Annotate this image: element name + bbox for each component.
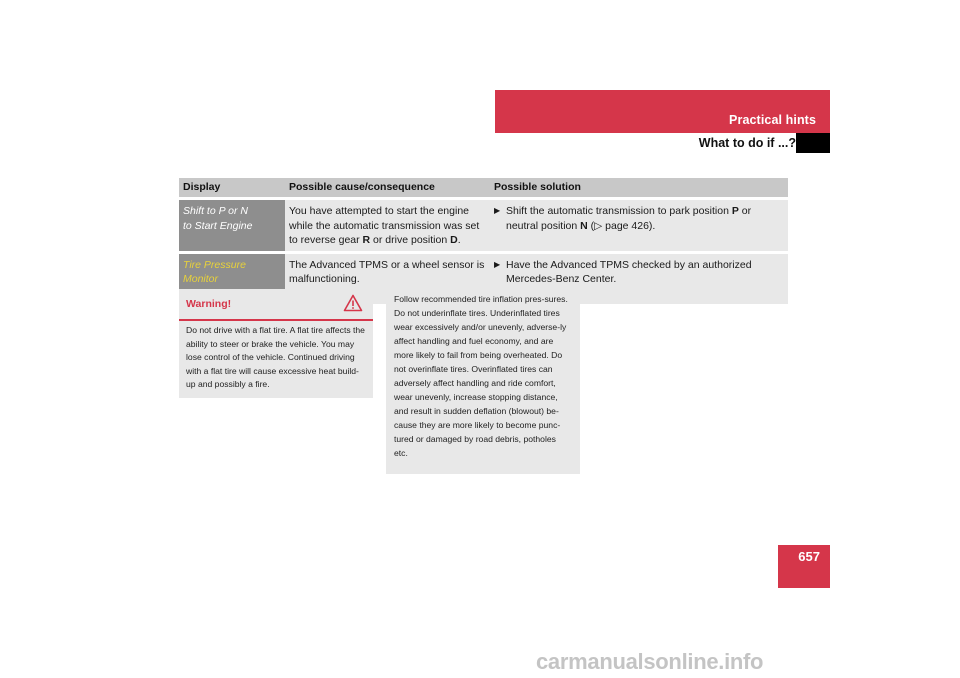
page-number-box <box>778 545 830 588</box>
solution-cell <box>490 199 788 253</box>
column-header-display: Display <box>179 178 285 199</box>
note-text: Follow recommended tire inflation pres-sures. Do not underinflate tires. Underinflated tires wear excessively and/or unevenly, adverse-ly affect handling and fuel economy, and are more likely to fail from being overheated. Do not overinflate tires. Overinflated tires can adversely affect handling and ride comfort, wear unevenly, increase stopping distance, and result in sudden deflation (blowout) be-cause they are more likely to become punc-tured or damaged by road debris, potholes etc. <box>394 294 568 458</box>
table-row <box>179 199 788 253</box>
bullet-arrow-icon: ▶ <box>494 206 501 215</box>
troubleshooting-table <box>179 178 788 304</box>
watermark: carmanualsonline.info <box>536 649 764 674</box>
gear-d-label: D <box>450 234 458 246</box>
page-reference: (▷ page 426). <box>587 219 656 232</box>
display-message-cell <box>179 199 285 253</box>
cause-text: or drive position <box>370 234 451 246</box>
gear-r-label: R <box>362 234 371 246</box>
column-header-solution: Possible solution <box>490 178 788 199</box>
display-message-line: Tire Pressure Monitor <box>183 258 246 285</box>
section-title: Practical hints <box>729 113 816 127</box>
warning-title: Warning! <box>186 298 232 310</box>
cause-text: You have attempted to start the engine while the automatic transmission was set to reverse gear <box>289 205 480 246</box>
note-box <box>386 289 580 474</box>
warning-triangle-icon <box>343 294 363 317</box>
gear-n-label: N <box>580 219 588 232</box>
cause-cell: The Advanced TPMS or a wheel sensor is malfunctioning. <box>285 252 490 304</box>
cause-cell <box>285 199 490 253</box>
section-header-bar <box>495 90 830 133</box>
gear-p-label: P <box>731 205 739 217</box>
subsection-title: What to do if ...? <box>698 136 796 150</box>
page-number: 657 <box>798 549 820 564</box>
column-header-cause: Possible cause/consequence <box>285 178 490 199</box>
table-header-row <box>179 178 788 199</box>
solution-text-part: or neutral position <box>506 205 752 232</box>
cause-text: . <box>457 234 461 246</box>
warning-box <box>179 289 373 398</box>
display-message-line: Shift to P or N <box>183 205 248 217</box>
solution-text <box>506 204 784 233</box>
warning-header <box>179 289 373 321</box>
solution-text-part: Shift the automatic transmission to park position <box>506 205 732 217</box>
solution-text: Have the Advanced TPMS checked by an authorized Mercedes-Benz Center. <box>506 258 752 285</box>
header-marker <box>796 133 830 153</box>
warning-text: Do not drive with a flat tire. A flat tire affects the ability to steer or brake the vehicle. You may lose control of the vehicle. Continued driving with a flat tire will cause excessive heat build-up and possibly a fire. <box>186 325 365 389</box>
display-message-line: to Start Engine <box>183 219 253 232</box>
bullet-arrow-icon: ▶ <box>494 259 501 269</box>
